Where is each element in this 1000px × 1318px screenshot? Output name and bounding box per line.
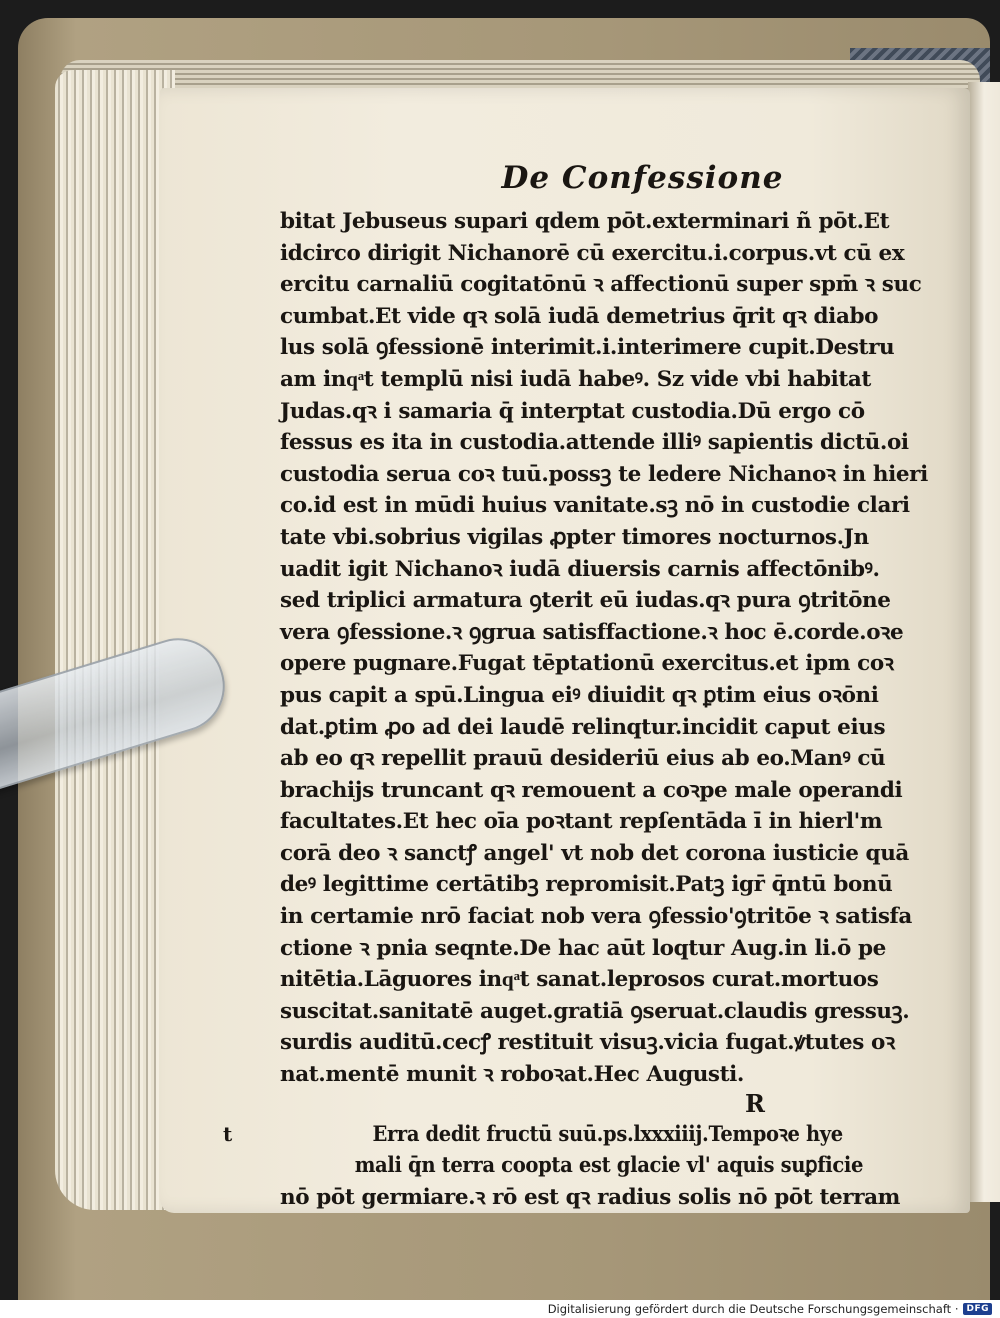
text-line: nitētia.Lāguores inqͣt sanat.leprosos curat.mortuos	[280, 967, 879, 993]
text-line: uadit igit Nichanoꝛ iudā diuersis carnis affectōnibꝰ.	[280, 556, 880, 582]
text-line: cumbat.Et vide qꝛ solā iudā demetrius q̄rit qꝛ diabo	[280, 303, 879, 329]
credit-text: Digitalisierung gefördert durch die Deutsche Forschungsgemeinschaft ·	[547, 1302, 959, 1316]
text-line: corā deo ꝛ sanctꝭ angel' vt nob det corona iusticie quā	[280, 840, 909, 866]
new-section	[223, 1119, 945, 1214]
text-line: vera ꝯfessione.ꝛ ꝯgrua satisffactione.ꝛ hoc ē.corde.oꝛe	[280, 619, 904, 645]
text-line: custodia serua coꝛ tuū.possꝫ te ledere Nichanoꝛ in hieri	[280, 461, 928, 487]
text-line: Erra dedit fructū suū.ps.lxxxiiij.Tempoꝛe hye	[372, 1121, 843, 1147]
text-line: tate vbi.sobrius vigilas ꝓpter timores nocturnos.Jn	[280, 524, 869, 550]
text-line: fessus es ita in custodia.attende illiꝰ sapientis dictū.oi	[280, 430, 909, 456]
body-text	[280, 206, 945, 1091]
text-line: nat.mentē munit ꝛ roboꝛat.Hec Augusti.	[280, 1062, 745, 1088]
text-line: brachijs truncant qꝛ remouent a coꝛpe male operandi	[280, 777, 903, 803]
text-line: surdis auditū.cecꝭ restituit visuꝫ.vicia fugat.ꝟtutes oꝛ	[280, 1030, 895, 1056]
text-line: co.id est in mūdi huius vanitate.sꝫ nō in custodie clari	[280, 493, 910, 519]
text-line: opere pugnare.Fugat tēptationū exercitus.et ipm coꝛ	[280, 651, 894, 677]
dfg-logo: DFG	[963, 1303, 992, 1315]
text-line: deꝰ legittime certātibꝫ repromisit.Patꝫ igr̄ q̄ntū bonū	[280, 872, 893, 898]
text-line: am inqͣt templū nisi iudā habeꝰ. Sz vide vbi habitat	[280, 366, 871, 392]
catchword: R	[745, 1088, 765, 1118]
page-edges-stack	[55, 70, 175, 1210]
text-line: nō pōt germiare.ꝛ rō est qꝛ radius solis nō pōt terram	[280, 1184, 901, 1210]
digitization-credit	[548, 1301, 992, 1317]
text-line: pus capit a spū.Lingua eiꝰ diuidit qꝛ ꝑtim eius oꝛōni	[280, 682, 879, 708]
text-line: ercitu carnaliū cogitatōnū ꝛ affectionū super spm̄ ꝛ suc	[280, 272, 922, 298]
facing-page	[968, 82, 1000, 1202]
text-line: facultates.Et hec oīa poꝛtant repſentāda ī in hierl'm	[280, 809, 883, 835]
guide-letter: t	[223, 1121, 233, 1146]
text-line: idcirco dirigit Nichanorē cū exercitu.i.corpus.vt cū ex	[280, 240, 905, 266]
text-line: ctione ꝛ pnia seqnte.De hac aūt loqtur Aug.in li.ō pe	[280, 935, 886, 961]
text-line: bitat Jebuseus supari qdem pōt.exterminari ñ pōt.Et	[280, 209, 890, 234]
text-line: ab eo qꝛ repellit prauū desideriū eius ab eo.Manꝰ cū	[280, 746, 886, 772]
text-line: Judas.qꝛ i samaria q̄ interptat custodia.Dū ergo cō	[280, 398, 865, 424]
text-line: lus solā ꝯfessionē interimit.i.interimere cupit.Destru	[280, 335, 895, 361]
page-text	[223, 160, 945, 1213]
text-line: in certamie nrō faciat nob vera ꝯfessio'ꝯtritōe ꝛ satisfa	[280, 904, 912, 930]
text-line: suscitat.sanitatē auget.gratiā ꝯseruat.claudis gressuꝫ.	[280, 998, 910, 1024]
text-line: sed triplici armatura ꝯterit eū iudas.qꝛ pura ꝯtritōne	[280, 588, 891, 614]
text-line: dat.ꝑtim ꝓo ad dei laudē relinqtur.incidit caput eius	[280, 714, 886, 740]
text-line: mali q̄n terra coopta est glacie vl' aquis suꝑficie	[354, 1153, 864, 1179]
running-head: De Confessione	[501, 160, 784, 196]
